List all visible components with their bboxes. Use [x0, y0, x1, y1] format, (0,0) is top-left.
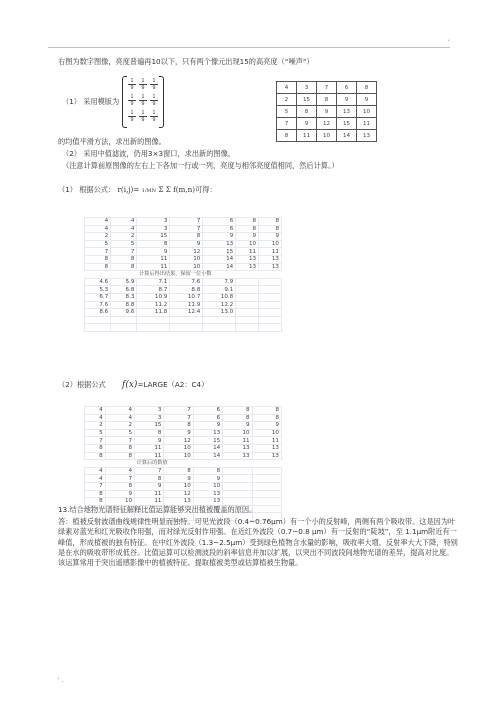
- grid-cell: 13: [357, 130, 377, 142]
- q13-title: 13.结合地物光谱特征解释比值运算能够突出植被覆盖的原因。: [58, 505, 257, 514]
- grid-cell: 15: [337, 118, 357, 130]
- sheet-cell: [85, 271, 137, 279]
- sheet-cell: 13: [236, 263, 259, 271]
- grid-cell: 8: [277, 130, 297, 142]
- sheet-cell: [259, 278, 282, 286]
- sheet-result-cell: 4: [85, 475, 106, 483]
- sheet-cell: [223, 490, 252, 498]
- sheet-cell: 8: [236, 218, 259, 226]
- matrix-cell: 1 9: [150, 94, 158, 107]
- sheet-row: [85, 225, 282, 233]
- sheet-cell: [236, 286, 259, 294]
- matrix-cell: 1 9: [150, 110, 158, 123]
- sheet-cell: 5: [111, 240, 137, 248]
- sheet-cell: 4: [105, 414, 134, 422]
- sheet-cell: [259, 309, 282, 317]
- sheet-cell: [236, 324, 259, 332]
- sheet-row: [85, 240, 282, 248]
- matrix-cell: 1 9: [128, 78, 136, 91]
- sheet-cell: 8: [85, 452, 106, 460]
- sheet-result-cell: 13: [193, 490, 222, 498]
- sheet-result-cell: 11.9: [170, 301, 203, 309]
- q2-text: （2） 采用中值滤波，仍用3×3窗口，求出新的图像。: [62, 149, 235, 158]
- header-mark: ': [448, 39, 450, 46]
- header-rule: [48, 47, 450, 48]
- footer-mark: ' .: [58, 677, 64, 684]
- sheet-cell: [223, 475, 252, 483]
- sheet-cell: 7: [85, 437, 106, 445]
- sheet-cell: 8: [85, 255, 111, 263]
- sheet-row: [85, 444, 282, 452]
- sheet-cell: [137, 316, 170, 324]
- sheet-cell: [223, 482, 252, 490]
- grid-row: [277, 94, 377, 106]
- sheet-cell: 9: [193, 422, 222, 430]
- answer1-formula-rest: Σ f(m,n)可得：: [165, 185, 217, 194]
- sheet-cell: 11: [135, 452, 164, 460]
- spreadsheet-2: [84, 406, 282, 521]
- sheet-cell: 13: [236, 255, 259, 263]
- sheet-cell: 4: [85, 218, 111, 226]
- sheet-cell: 7: [164, 407, 193, 415]
- sheet-result-cell: 10.8: [203, 293, 236, 301]
- sheet-result-cell: 8: [135, 475, 164, 483]
- sheet-cell: 8: [111, 263, 137, 271]
- sheet-cell: [259, 286, 282, 294]
- sheet-cell: [85, 324, 111, 332]
- note-text: （注意计算前原图像的左右上下各加一行或一列，亮度与相邻亮度值相同，然后计算。）: [62, 161, 339, 170]
- sheet-cell: [252, 498, 281, 506]
- sheet-cell: [259, 301, 282, 309]
- sheet-cell: 11: [135, 444, 164, 452]
- sheet-result-cell: 7: [105, 475, 134, 483]
- matrix-cell: 1 9: [139, 110, 147, 123]
- sheet-cell: 8: [236, 225, 259, 233]
- grid-cell: 12: [317, 118, 337, 130]
- source-image-grid: [276, 81, 377, 142]
- sheet-cell: 14: [203, 255, 236, 263]
- sheet-cell: 13: [252, 444, 281, 452]
- sheet-cell: 8: [105, 444, 134, 452]
- grid-cell: 5: [277, 106, 297, 118]
- sheet-result-row: [85, 293, 282, 301]
- sheet-cell: 9: [164, 429, 193, 437]
- sheet-cell: [259, 316, 282, 324]
- sheet-result-cell: 9: [105, 490, 134, 498]
- sheet-cell: 11: [137, 255, 170, 263]
- grid-row: [277, 118, 377, 130]
- matrix-left-bracket: [122, 76, 127, 128]
- sheet-cell: [259, 324, 282, 332]
- sheet-cell: 13: [193, 429, 222, 437]
- sheet-result-cell: 12.4: [170, 309, 203, 317]
- sheet-cell: 13: [203, 240, 236, 248]
- sheet-cell: 8: [85, 263, 111, 271]
- sheet-cell: 5: [85, 240, 111, 248]
- sheet-cell: 3: [135, 407, 164, 415]
- sheet-cell: 8: [105, 452, 134, 460]
- grid-cell: 8: [317, 94, 337, 106]
- answer2-fx: f(x): [122, 380, 138, 390]
- sheet-row: [85, 218, 282, 226]
- sheet-cell: 4: [105, 407, 134, 415]
- sheet-result-cell: 5.9: [111, 278, 137, 286]
- sheet-result-cell: 10.7: [170, 293, 203, 301]
- sheet-cell: 6: [193, 407, 222, 415]
- sheet-result-row: [85, 482, 282, 490]
- grid-cell: 7: [277, 118, 297, 130]
- grid-cell: 13: [337, 106, 357, 118]
- sheet-cell: [111, 324, 137, 332]
- grid-row: [277, 82, 377, 94]
- sheet-cell: 10: [170, 255, 203, 263]
- sheet-cell: 10: [164, 452, 193, 460]
- sheet-cell: 11: [252, 437, 281, 445]
- sheet-cell: 8: [111, 255, 137, 263]
- sheet-cell: 10: [252, 429, 281, 437]
- sheet-result-cell: 8: [85, 498, 106, 506]
- sheet-result-cell: 8.7: [137, 286, 170, 294]
- sheet-cell: 10: [164, 444, 193, 452]
- grid-cell: 11: [297, 130, 317, 142]
- sheet-cell: 15: [193, 437, 222, 445]
- sheet-cell: 5: [85, 429, 106, 437]
- sheet-row: [85, 422, 282, 430]
- sheet-cell: 7: [170, 218, 203, 226]
- sheet-result-cell: 12.2: [203, 301, 236, 309]
- sheet-cell: [137, 324, 170, 332]
- sheet-result-cell: 13: [164, 498, 193, 506]
- sheet-result-cell: 8.8: [111, 301, 137, 309]
- sheet-cell: 3: [135, 414, 164, 422]
- grid-cell: 9: [337, 94, 357, 106]
- sheet-cell: 6: [203, 218, 236, 226]
- sheet-row: [85, 316, 282, 324]
- sheet-cell: 13: [259, 263, 282, 271]
- sheet-cell: [203, 316, 236, 324]
- sheet-row: [85, 233, 282, 241]
- sheet-result-cell: 11: [135, 490, 164, 498]
- sheet-result-row: [85, 286, 282, 294]
- grid-cell: 11: [357, 118, 377, 130]
- matrix-cell: 1 9: [139, 78, 147, 91]
- sheet-cell: 12: [170, 248, 203, 256]
- sheet-result-row: [85, 467, 282, 475]
- sheet-result-cell: 13.0: [203, 309, 236, 317]
- sheet-result-cell: 8.8: [170, 286, 203, 294]
- sheet-cell: 4: [111, 218, 137, 226]
- sheet-result-cell: 6.8: [111, 286, 137, 294]
- sheet-result-cell: 7.6: [170, 278, 203, 286]
- grid-row: [277, 106, 377, 118]
- sheet-cell: [170, 324, 203, 332]
- sheet-cell: 4: [111, 225, 137, 233]
- sheet-result-cell: 8: [105, 482, 134, 490]
- sheet-caption-row: [85, 460, 282, 468]
- sheet-result-cell: 8.6: [85, 309, 111, 317]
- sheet-cell: 6: [203, 225, 236, 233]
- grid-cell: 2: [277, 94, 297, 106]
- grid-cell: 10: [317, 130, 337, 142]
- sheet-cell: 5: [105, 429, 134, 437]
- sheet-cell: 8: [252, 414, 281, 422]
- sheet-result-cell: 7.1: [137, 278, 170, 286]
- sheet-result-row: [85, 301, 282, 309]
- sheet-cell: 7: [85, 248, 111, 256]
- sheet-cell: [252, 482, 281, 490]
- sheet-cell: 8: [170, 233, 203, 241]
- sheet-row: [85, 255, 282, 263]
- grid-row: [277, 130, 377, 142]
- sheet-cell: 15: [137, 233, 170, 241]
- answer2-formula: =LARGE（A2：C4）: [137, 380, 209, 389]
- q1-continuation: 的均值平滑方法，求出新的图像。: [58, 137, 166, 146]
- sheet-row: [85, 263, 282, 271]
- sheet-cell: 9: [259, 233, 282, 241]
- sheet-cell: 14: [193, 452, 222, 460]
- sheet-cell: 2: [85, 422, 106, 430]
- grid-cell: 4: [277, 82, 297, 94]
- sheet-cell: 9: [223, 422, 252, 430]
- sheet-cell: 15: [135, 422, 164, 430]
- sheet-result-row: [85, 475, 282, 483]
- grid-cell: 9: [297, 118, 317, 130]
- sheet-result-cell: 7: [135, 467, 164, 475]
- sheet-cell: [252, 475, 281, 483]
- sheet-cell: 3: [137, 218, 170, 226]
- sheet-result-cell: 7.6: [85, 301, 111, 309]
- sheet-cell: 7: [164, 414, 193, 422]
- sheet-cell: 4: [85, 407, 106, 415]
- sheet-cell: [252, 490, 281, 498]
- q13-answer: 答：植被反射波谱曲线规律性明显而独特。可见光波段（0.4~0.76μm）有一个小的反射峰，两侧有两个吸收带。这是因为叶绿素对蓝光和红光吸收作用强，而对绿光反射作用强。在近红外波段（0.7~0.8 μm）有一反射的“陡坡”，至 1.1μm附近有一峰值，形成植被的独有特征。在中红外波段（1.3~2.5μm）受到绿色植物含水量的影响，吸收率大增，反射率大大下降，特别是在水的吸收带形成低谷。比值运算可以检测波段的斜率信息并加以扩展，以突出不同波段间地物光谱的差异，提高对比度。该运算常用于突出遥感影像中的植被特征、提取植被类型或估算植被生物量。: [58, 517, 458, 568]
- sheet-cell: [170, 316, 203, 324]
- matrix-right-bracket: [159, 76, 164, 128]
- sheet-cell: 7: [105, 437, 134, 445]
- sheet-cell: 10: [170, 263, 203, 271]
- sheet-cell: 13: [223, 444, 252, 452]
- sheet-cell: [85, 460, 135, 468]
- intro-text: 右图为数字图像，亮度普遍再10以下，只有两个像元出现15的高亮度（“噪声”）: [58, 57, 314, 66]
- sheet-cell: 9: [203, 233, 236, 241]
- sheet-result-cell: 8: [193, 467, 222, 475]
- sheet-result-cell: 8: [164, 467, 193, 475]
- spreadsheet-1: [84, 217, 282, 332]
- grid-cell: 9: [317, 106, 337, 118]
- sheet-result-cell: 10: [105, 498, 134, 506]
- sheet-cell: [236, 293, 259, 301]
- answer1-label: （1） 根据公式：: [58, 185, 116, 194]
- matrix-cell: 1 9: [128, 110, 136, 123]
- sheet-cell: 13: [223, 452, 252, 460]
- grid-cell: 14: [337, 130, 357, 142]
- sheet-result-cell: 11.8: [137, 309, 170, 317]
- sheet-result-cell: 8: [85, 490, 106, 498]
- sheet-result-cell: 4: [85, 467, 106, 475]
- sheet-result-cell: 9.6: [111, 309, 137, 317]
- sheet-result-cell: 13: [193, 498, 222, 506]
- sheet-cell: 10: [236, 240, 259, 248]
- sheet-cell: 8: [259, 218, 282, 226]
- sheet-cell: 8: [135, 429, 164, 437]
- sheet-result-row: [85, 490, 282, 498]
- matrix-cell: 1 9: [139, 94, 147, 107]
- sheet-cell: [203, 324, 236, 332]
- sheet-result-row: [85, 278, 282, 286]
- sheet-cell: 3: [137, 225, 170, 233]
- grid-cell: 8: [297, 106, 317, 118]
- sheet-cell: 8: [223, 407, 252, 415]
- answer1-formula-lhs: r(i,j)=: [117, 185, 140, 194]
- sheet-caption-row: [85, 271, 282, 279]
- sheet-result-cell: 4: [105, 467, 134, 475]
- sheet-result-cell: 6.7: [85, 293, 111, 301]
- sheet-cell: 9: [252, 422, 281, 430]
- sheet-cell: 8: [252, 407, 281, 415]
- sheet-row: [85, 414, 282, 422]
- sheet-cell: [252, 505, 281, 513]
- sheet-cell: 9: [135, 437, 164, 445]
- answer2-line: [58, 380, 208, 390]
- sheet-cell: [223, 467, 252, 475]
- sheet-result-cell: 9: [193, 475, 222, 483]
- sheet-cell: [236, 301, 259, 309]
- sheet-cell: [85, 316, 111, 324]
- sheet-result-cell: 7.9: [203, 278, 236, 286]
- sheet-result-cell: 11: [135, 498, 164, 506]
- template-matrix: [122, 76, 164, 126]
- sheet-cell: 8: [164, 422, 193, 430]
- sheet-result-cell: 4.6: [85, 278, 111, 286]
- sheet-cell: 7: [111, 248, 137, 256]
- sheet-cell: [252, 467, 281, 475]
- grid-cell: 7: [317, 82, 337, 94]
- sheet-result-cell: 7: [85, 482, 106, 490]
- sheet-cell: 2: [111, 233, 137, 241]
- sheet-cell: 15: [203, 248, 236, 256]
- sheet-row: [85, 437, 282, 445]
- sheet-cell: [236, 278, 259, 286]
- sheet-cell: 11: [236, 248, 259, 256]
- sheet-result-cell: 8.3: [111, 293, 137, 301]
- sheet-cell: 11: [223, 437, 252, 445]
- sheet-result-cell: 5.3: [85, 286, 111, 294]
- answer2-label: （2）根据公式: [58, 380, 106, 389]
- sheet-cell: 10: [259, 240, 282, 248]
- sheet-cell: 8: [223, 414, 252, 422]
- sheet-cell: 4: [85, 225, 111, 233]
- matrix-cell: 1 9: [150, 78, 158, 91]
- sheet-cell: 6: [193, 414, 222, 422]
- grid-cell: 6: [337, 82, 357, 94]
- sheet-cell: 7: [170, 225, 203, 233]
- sheet-cell: 13: [252, 452, 281, 460]
- sheet-cell: 2: [105, 422, 134, 430]
- sheet-result-cell: 9.1: [203, 286, 236, 294]
- answer1-formula-fraction: 1/MN: [141, 188, 157, 194]
- grid-cell: 3: [297, 82, 317, 94]
- matrix-cell: 1 9: [128, 94, 136, 107]
- sheet-row: [85, 407, 282, 415]
- sheet-cell: 10: [223, 429, 252, 437]
- grid-cell: 8: [357, 82, 377, 94]
- sheet-result-cell: 9: [164, 475, 193, 483]
- sheet-cell: [236, 309, 259, 317]
- sheet-cell: 12: [164, 437, 193, 445]
- sheet-cell: 14: [193, 444, 222, 452]
- grid-cell: 15: [297, 94, 317, 106]
- sheet-result-row: [85, 309, 282, 317]
- q1-label: （1） 采用模版为: [62, 97, 120, 106]
- answer1-formula-sum: Σ: [158, 185, 164, 194]
- sheet-cell: 11: [259, 248, 282, 256]
- sheet-result-cell: 12: [164, 490, 193, 498]
- sheet-cell: 8: [137, 240, 170, 248]
- sheet-row: [85, 248, 282, 256]
- sheet-cell: 13: [259, 255, 282, 263]
- sheet-result-cell: 10: [164, 482, 193, 490]
- sheet-row: [85, 452, 282, 460]
- sheet-cell: [236, 316, 259, 324]
- sheet-row: [85, 324, 282, 332]
- sheet-caption: 计算后的数值: [136, 460, 168, 467]
- sheet-result-cell: 9: [135, 482, 164, 490]
- sheet-cell: 4: [85, 414, 106, 422]
- sheet-cell: 8: [259, 225, 282, 233]
- answer1-line: [58, 185, 217, 196]
- sheet-cell: 2: [85, 233, 111, 241]
- sheet-cell: 14: [203, 263, 236, 271]
- sheet-cell: 9: [236, 233, 259, 241]
- sheet-cell: 9: [170, 240, 203, 248]
- sheet-row: [85, 429, 282, 437]
- grid-cell: 9: [357, 94, 377, 106]
- sheet-result-cell: 11.2: [137, 301, 170, 309]
- sheet-cell: [111, 316, 137, 324]
- sheet-result-cell: 10: [193, 482, 222, 490]
- sheet-cell: 11: [137, 263, 170, 271]
- sheet-result-cell: 10.9: [137, 293, 170, 301]
- sheet-caption: 计算后得出结果，保留一位小数: [138, 271, 212, 278]
- grid-cell: 10: [357, 106, 377, 118]
- sheet-cell: [259, 293, 282, 301]
- sheet-cell: 8: [85, 444, 106, 452]
- sheet-cell: 9: [137, 248, 170, 256]
